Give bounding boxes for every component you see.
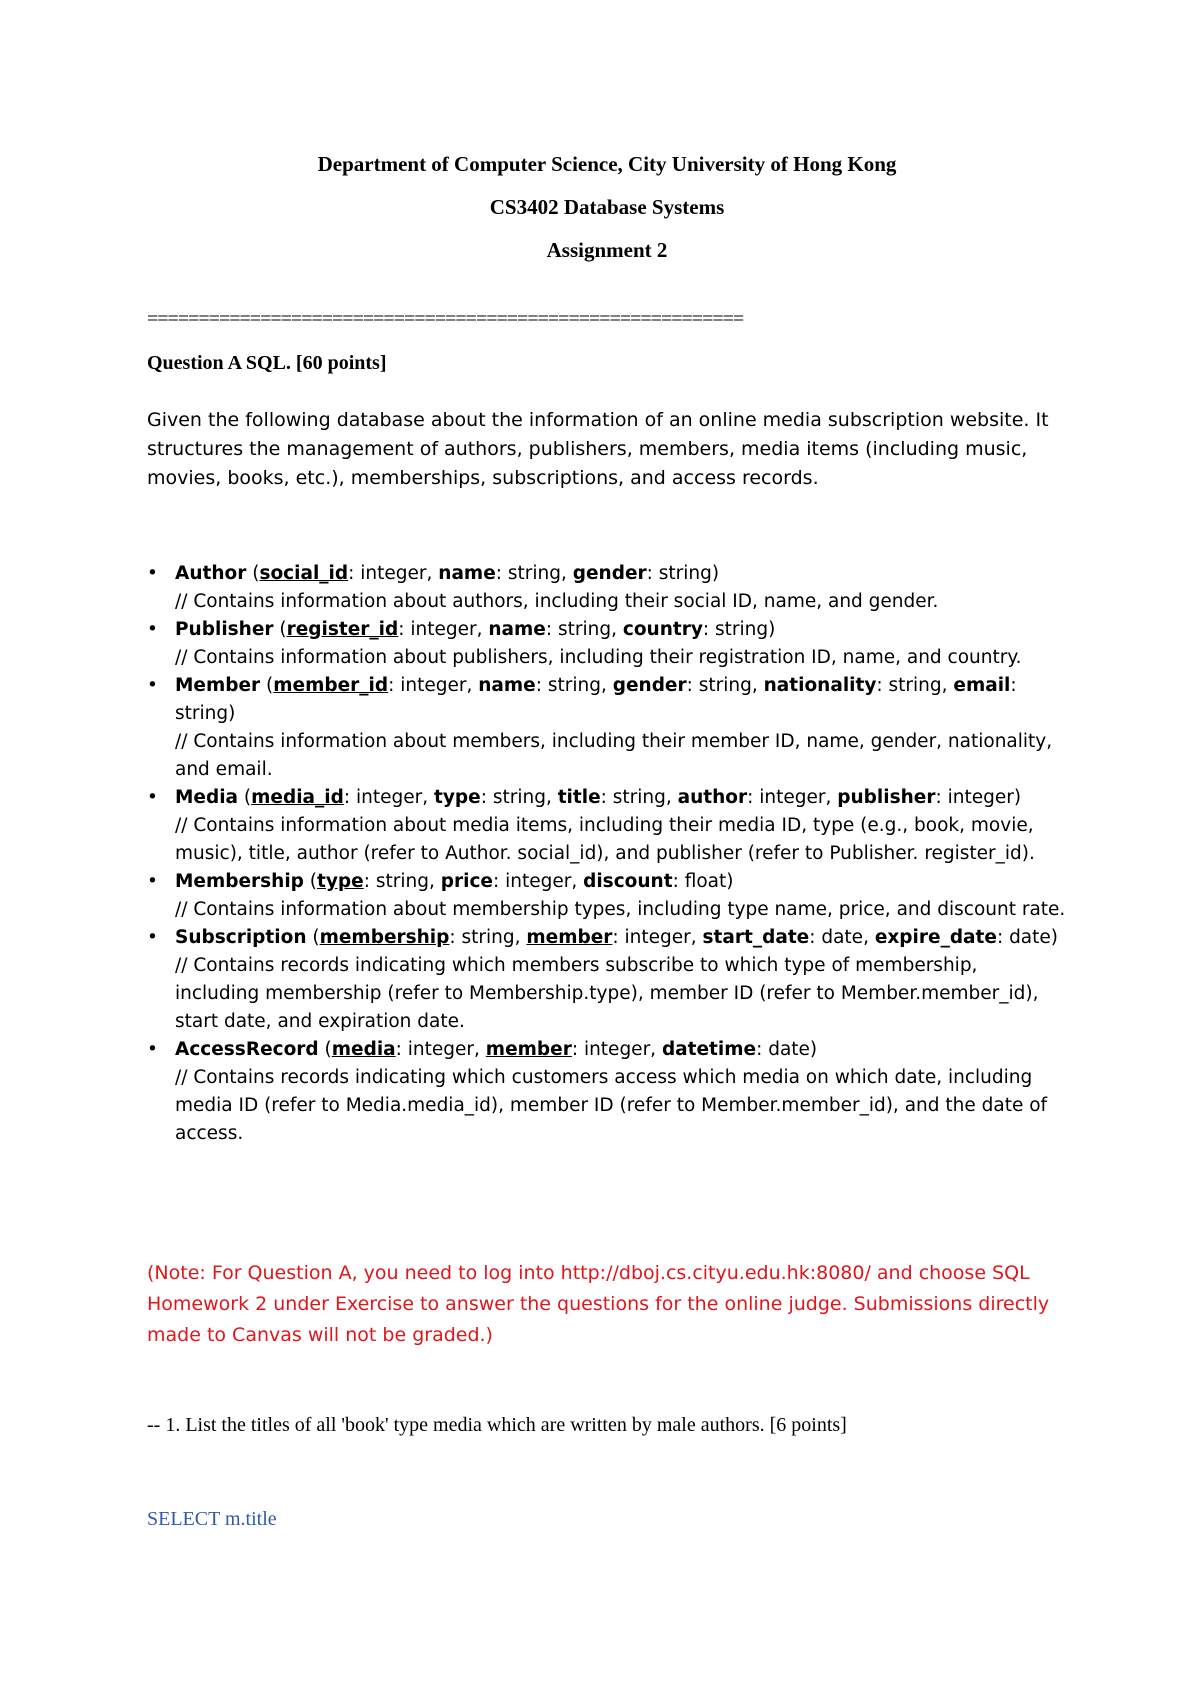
- field-name: datetime: [661, 1039, 757, 1060]
- field-type: date: [768, 1039, 810, 1060]
- field-name: type: [434, 787, 481, 808]
- primary-key-field: type: [317, 871, 364, 892]
- field-type: date: [821, 927, 864, 948]
- field-type: string: [557, 619, 612, 640]
- field-name: email: [953, 675, 1011, 696]
- table-comment: // Contains information about media items, including their media ID, type (e.g., book, movie, music), title, author (refer to Author. social_id), and publisher (refer to Publisher. register_id).: [175, 815, 1035, 864]
- field-type: date: [1009, 927, 1051, 948]
- field-type: integer: [356, 787, 423, 808]
- field-name: discount: [583, 871, 673, 892]
- separator-line: ==========================================================: [147, 308, 744, 330]
- field-type: string: [698, 675, 752, 696]
- table-comment: // Contains records indicating which customers access which media on which date, including media ID (refer to Media.media_id), member ID (refer to Member.member_id), and the date of access.: [175, 1067, 1048, 1144]
- field-type: integer: [947, 787, 1014, 808]
- field-name: gender: [572, 563, 647, 584]
- question-1: -- 1. List the titles of all 'book' type media which are written by male authors. [6 points]: [147, 1414, 847, 1436]
- field-name: country: [622, 619, 703, 640]
- bullet-icon: •: [147, 675, 158, 696]
- field-type: string: [492, 787, 546, 808]
- field-type: integer: [624, 927, 691, 948]
- field-type: integer: [410, 619, 477, 640]
- table-comment: // Contains information about authors, including their social ID, name, and gender.: [175, 591, 939, 612]
- field-type: string: [461, 927, 515, 948]
- course-heading: CS3402 Database Systems: [489, 195, 725, 219]
- field-name: title: [557, 787, 601, 808]
- primary-key-field: membership: [319, 927, 450, 948]
- submission-note: (Note: For Question A, you need to log into http://dboj.cs.cityu.edu.hk:8080/ and choose SQL Homework 2 under Exercise to answer the questions for the online judge. Submissions directly made to Canvas will not be graded.): [147, 1262, 1050, 1346]
- field-name: gender: [612, 675, 687, 696]
- field-name: name: [488, 619, 546, 640]
- schema-item-accessrecord: • AccessRecord (media: integer, member: integer, datetime: date) // Contains records indicating which customers access which media on which date, including media ID (refer to Media.media_id), member ID (refer to Member.member_id), and the date of access.: [147, 1036, 1067, 1148]
- primary-key-field: member: [485, 1039, 572, 1060]
- table-name: Membership: [175, 871, 304, 892]
- table-name: AccessRecord: [175, 1039, 319, 1060]
- bullet-icon: •: [147, 1039, 158, 1060]
- question-intro: Given the following database about the information of an online media subscription website. It structures the management of authors, publishers, members, media items (including music, movies, books, etc.), memberships, subscriptions, and access records.: [147, 409, 1049, 489]
- field-type: integer: [583, 1039, 651, 1060]
- table-comment: // Contains information about membership types, including type name, price, and discount rate.: [175, 899, 1066, 920]
- bullet-icon: •: [147, 871, 158, 892]
- schema-item-publisher: • Publisher (register_id: integer, name: string, country: string) // Contains information about publishers, including their registration ID, name, and country.: [147, 616, 1067, 672]
- field-type: string: [715, 619, 769, 640]
- primary-key-field: media: [331, 1039, 396, 1060]
- field-name: name: [478, 675, 536, 696]
- field-type: integer: [505, 871, 572, 892]
- primary-key-field: media_id: [251, 787, 344, 808]
- table-name: Subscription: [175, 927, 307, 948]
- field-type: string: [547, 675, 601, 696]
- primary-key-field: member_id: [273, 675, 389, 696]
- field-type: string: [888, 675, 942, 696]
- field-type: string: [507, 563, 561, 584]
- field-name: start_date: [702, 927, 810, 948]
- table-comment: // Contains information about publishers, including their registration ID, name, and country.: [175, 647, 1022, 668]
- field-type: string: [658, 563, 712, 584]
- schema-item-media: • Media (media_id: integer, type: string, title: string, author: integer, publisher: integer) // Contains information about media items, including their media ID, type (e.g., book, movie, music), title, author (refer to Author. social_id), and publisher (refer to Publisher. register_id).: [147, 784, 1067, 868]
- primary-key-field: social_id: [259, 563, 349, 584]
- field-name: expire_date: [874, 927, 997, 948]
- sql-answer: SELECT m.title: [147, 1508, 277, 1530]
- schema-item-member: • Member (member_id: integer, name: string, gender: string, nationality: string, email: string) // Contains information about members, including their member ID, name, gender, nationality, and email.: [147, 672, 1067, 784]
- field-name: author: [677, 787, 748, 808]
- field-name: price: [440, 871, 493, 892]
- table-name: Publisher: [175, 619, 274, 640]
- field-name: name: [438, 563, 496, 584]
- schema-item-author: • Author (social_id: integer, name: string, gender: string) // Contains information about authors, including their social ID, name, and gender.: [147, 560, 1067, 616]
- field-type: integer: [407, 1039, 475, 1060]
- schema-list: [147, 560, 1067, 1148]
- bullet-icon: •: [147, 619, 158, 640]
- primary-key-field: register_id: [286, 619, 399, 640]
- table-comment: // Contains records indicating which members subscribe to which type of membership, including membership (refer to Membership.type), member ID (refer to Member.member_id), start date, and expiration date.: [175, 955, 1039, 1032]
- question-title: Question A SQL. [60 points]: [147, 352, 387, 374]
- field-type: string: [175, 703, 229, 724]
- assignment-heading: Assignment 2: [546, 238, 668, 262]
- table-comment: // Contains information about members, including their member ID, name, gender, nationality, and email.: [175, 731, 1053, 780]
- field-type: string: [375, 871, 429, 892]
- schema-item-membership: • Membership (type: string, price: integer, discount: float) // Contains information about membership types, including type name, price, and discount rate.: [147, 868, 1067, 924]
- field-type: integer: [759, 787, 826, 808]
- department-heading: Department of Computer Science, City University of Hong Kong: [317, 152, 897, 176]
- schema-item-subscription: • Subscription (membership: string, member: integer, start_date: date, expire_date: date) // Contains records indicating which members subscribe to which type of membership, including membership (refer to Membership.type), member ID (refer to Member.member_id), start date, and expiration date.: [147, 924, 1067, 1036]
- field-type: float: [684, 871, 727, 892]
- field-name: publisher: [837, 787, 936, 808]
- field-type: integer: [400, 675, 467, 696]
- bullet-icon: •: [147, 927, 158, 948]
- table-name: Media: [175, 787, 239, 808]
- field-type: integer: [360, 563, 427, 584]
- field-type: string: [612, 787, 666, 808]
- table-name: Member: [175, 675, 261, 696]
- field-name: nationality: [763, 675, 877, 696]
- primary-key-field: member: [526, 927, 613, 948]
- bullet-icon: •: [147, 563, 158, 584]
- bullet-icon: •: [147, 787, 158, 808]
- table-name: Author: [175, 563, 247, 584]
